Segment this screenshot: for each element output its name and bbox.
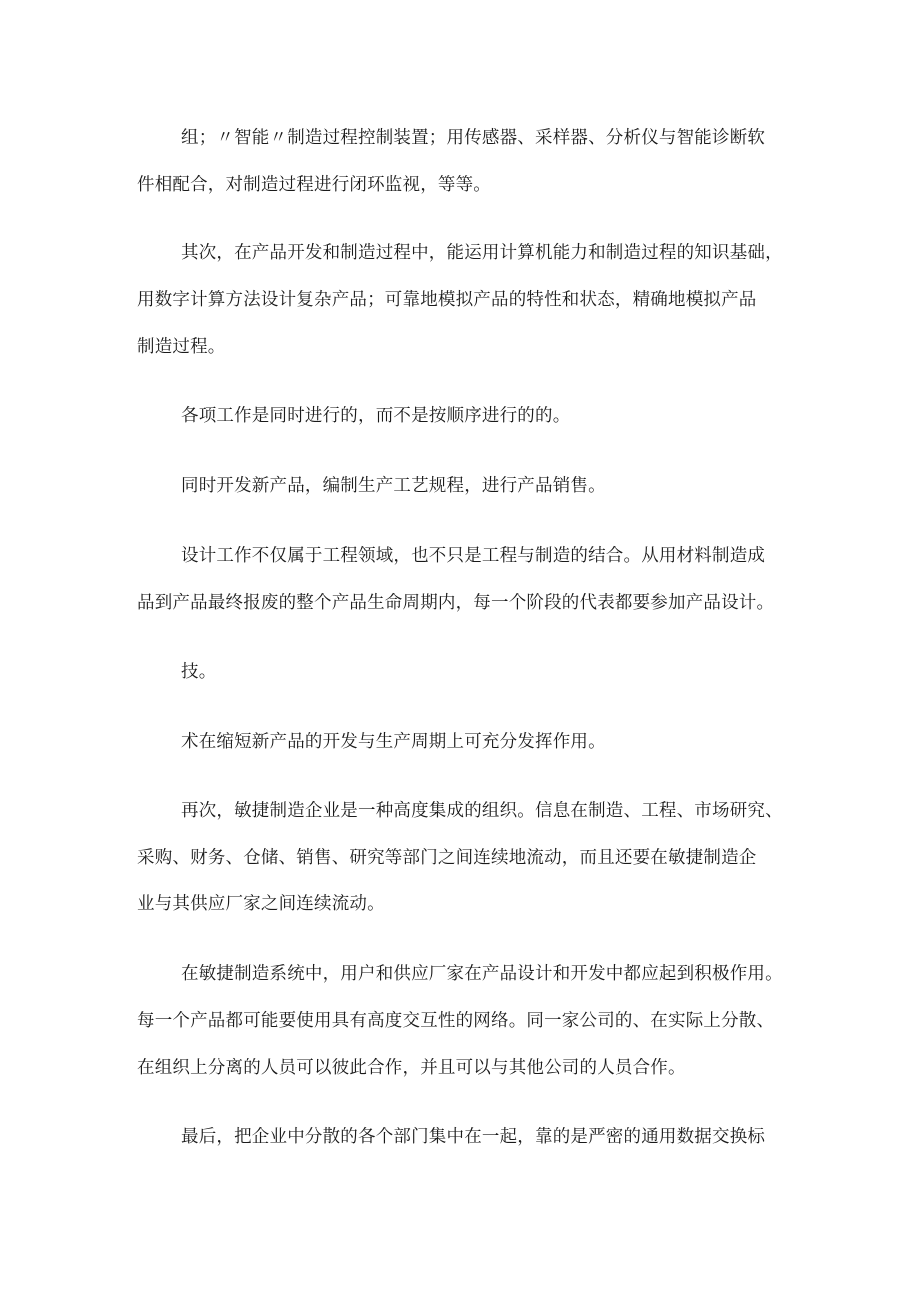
paragraph-line: 同时开发新产品，编制生产工艺规程，进行产品销售。	[181, 476, 606, 496]
paragraph-line: 采购、财务、仓储、销售、研究等部门之间连续地流动，而且还要在敏捷制造企	[137, 848, 757, 868]
paragraph-line: 其次，在产品开发和制造过程中，能运用计算机能力和制造过程的知识基础，	[181, 243, 783, 263]
paragraph-line: 技。	[181, 662, 217, 682]
paragraph-line: 每一个产品都可能要使用具有高度交互性的网络。同一家公司的、在实际上分散、	[137, 1011, 775, 1031]
paragraph-line: 品到产品最终报废的整个产品生命周期内，每一个阶段的代表都要参加产品设计。	[137, 593, 775, 613]
paragraph-line: 再次，敏捷制造企业是一种高度集成的组织。信息在制造、工程、市场研究、	[181, 801, 783, 821]
paragraph-line: 术在缩短新产品的开发与生产周期上可充分发挥作用。	[181, 732, 606, 752]
paragraph-line: 在敏捷制造系统中，用户和供应厂家在产品设计和开发中都应起到积极作用。	[181, 964, 783, 984]
paragraph-line: 用数字计算方法设计复杂产品；可靠地模拟产品的特性和状态，精确地模拟产品	[137, 290, 757, 310]
paragraph-line: 各项工作是同时进行的，而不是按顺序进行的的。	[181, 406, 571, 426]
paragraph-line: 设计工作不仅属于工程领域，也不只是工程与制造的结合。从用材料制造成	[181, 546, 766, 566]
paragraph-line: 业与其供应厂家之间连续流动。	[137, 894, 385, 914]
paragraph-line: 最后，把企业中分散的各个部门集中在一起，靠的是严密的通用数据交换标	[181, 1127, 766, 1147]
paragraph-line: 件相配合，对制造过程进行闭环监视，等等。	[137, 175, 491, 195]
paragraph-line: 制造过程。	[137, 337, 226, 357]
paragraph-line: 组；〃智能〃制造过程控制装置；用传感器、采样器、分析仪与智能诊断软	[181, 128, 766, 148]
paragraph-line: 在组织上分离的人员可以彼此合作，并且可以与其他公司的人员合作。	[137, 1058, 686, 1078]
